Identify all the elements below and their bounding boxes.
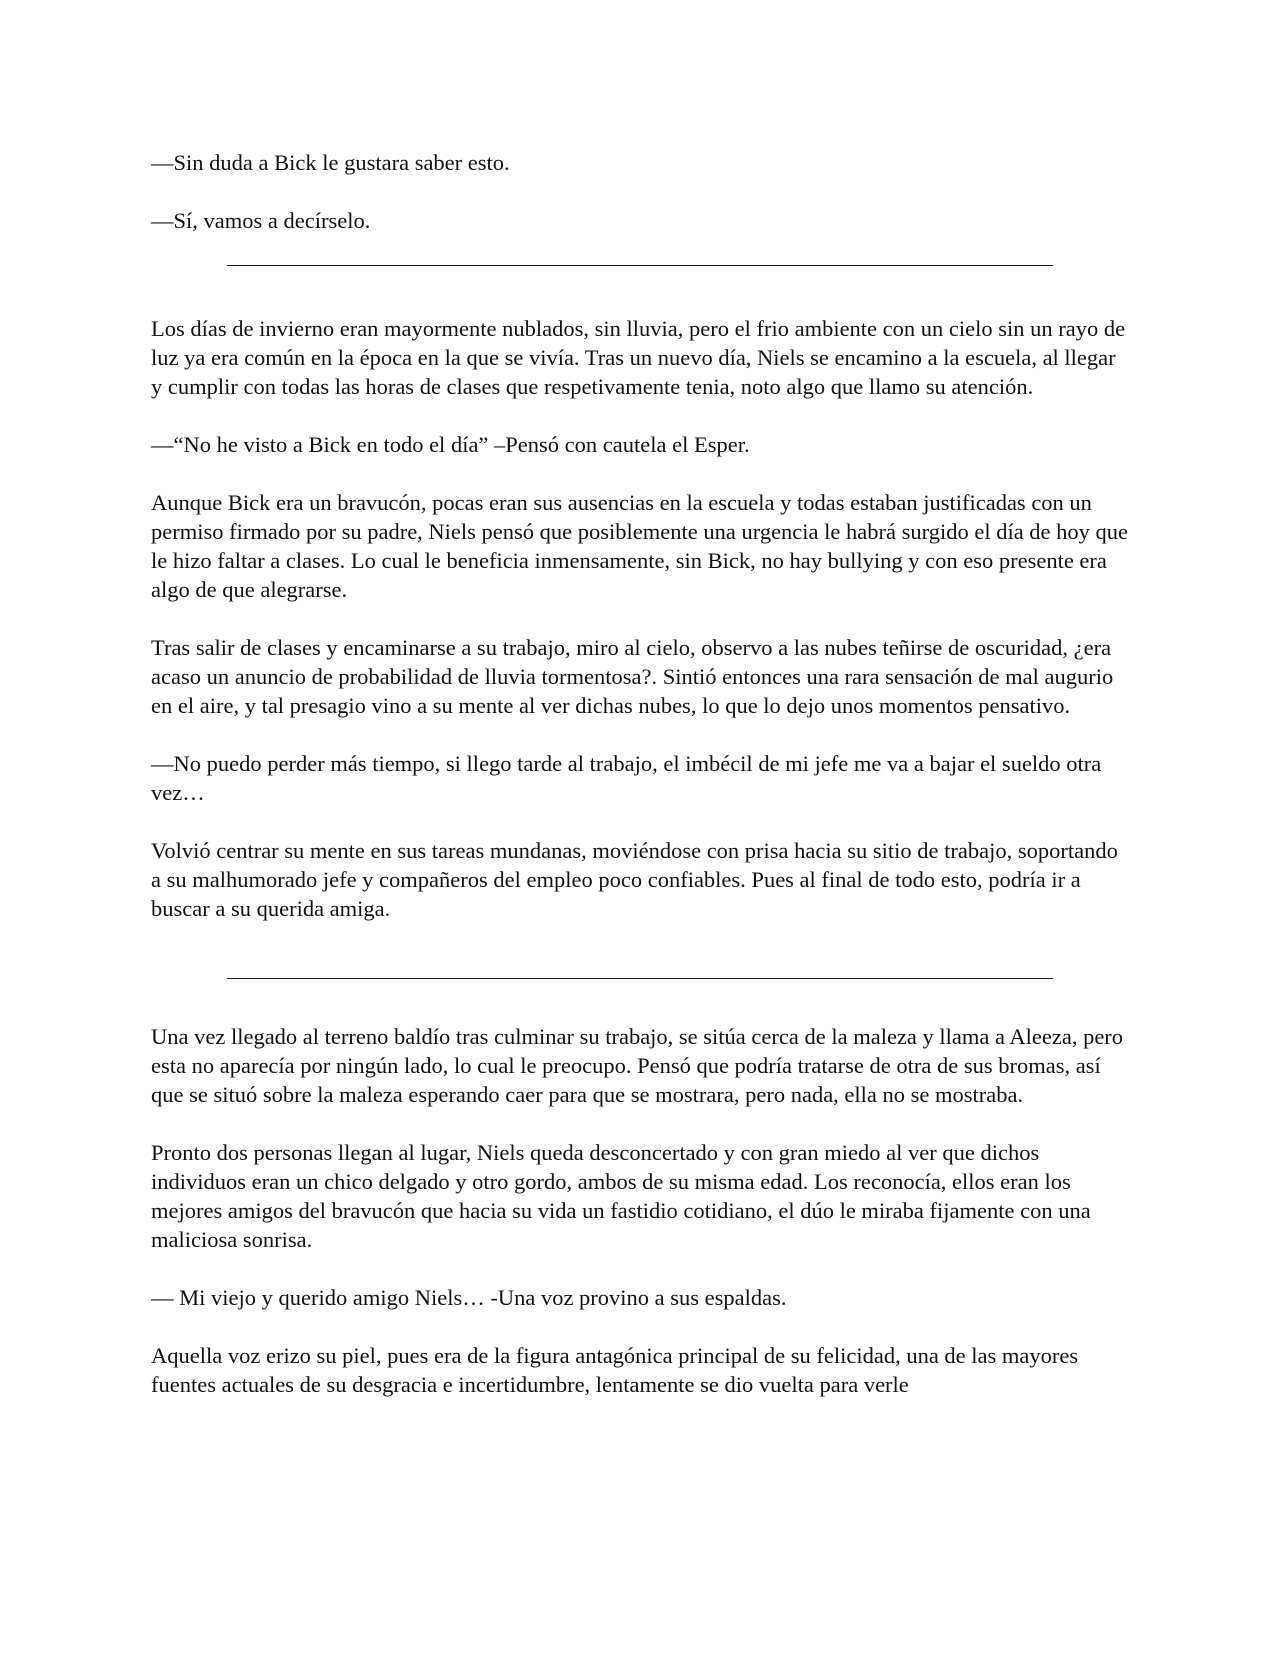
- dialogue-line: — Mi viejo y querido amigo Niels… -Una voz provino a sus espaldas.: [151, 1285, 787, 1310]
- dialogue-line: —Sin duda a Bick le gustara saber esto.: [151, 150, 510, 175]
- paragraph: Una vez llegado al terreno baldío tras culminar su trabajo, se sitúa cerca de la maleza y llama a Aleeza, pero esta no aparecía por ningún lado, lo cual le preocupo. Pensó que podría tratarse de otra de sus bromas, así que se situó sobre la maleza esperando caer para que se mostrara, pero nada, ella no se mostraba.: [151, 1024, 1124, 1107]
- dialogue-line: —“No he visto a Bick en todo el día” –Pensó con cautela el Esper.: [151, 432, 750, 457]
- paragraph: Pronto dos personas llegan al lugar, Niels queda desconcertado y con gran miedo al ver que dichos individuos eran un chico delgado y otro gordo, ambos de su misma edad. Los reconocía, ellos eran los mejores amigos del bravucón que hacia su vida un fastidio cotidiano, el dúo le miraba fijamente con una maliciosa sonrisa.: [151, 1140, 1091, 1252]
- document-body: [151, 148, 1131, 1428]
- paragraph: Tras salir de clases y encaminarse a su trabajo, miro al cielo, observo a las nubes teñirse de oscuridad, ¿era acaso un anuncio de probabilidad de lluvia tormentosa?. Sintió entonces una rara sensación de mal augurio en el aire, y tal presagio vino a su mente al ver dichas nubes, lo que lo dejo unos momentos pensativo.: [151, 635, 1114, 718]
- section-separator: [227, 978, 1053, 979]
- dialogue-line: —Sí, vamos a decírselo.: [151, 208, 371, 233]
- paragraph: Volvió centrar su mente en sus tareas mundanas, moviéndose con prisa hacia su sitio de trabajo, soportando a su malhumorado jefe y compañeros del empleo poco confiables. Pues al final de todo esto, podría ir a buscar a su querida amiga.: [151, 838, 1118, 921]
- dialogue-line: —No puedo perder más tiempo, si llego tarde al trabajo, el imbécil de mi jefe me va a bajar el sueldo otra vez…: [151, 751, 1102, 805]
- paragraph: Aquella voz erizo su piel, pues era de la figura antagónica principal de su felicidad, una de las mayores fuentes actuales de su desgracia e incertidumbre, lentamente se dio vuelta para verle: [151, 1343, 1079, 1397]
- paragraph: Aunque Bick era un bravucón, pocas eran sus ausencias en la escuela y todas estaban justificadas con un permiso firmado por su padre, Niels pensó que posiblemente una urgencia le habrá surgido el día de hoy que le hizo faltar a clases. Lo cual le beneficia inmensamente, sin Bick, no hay bullying y con eso presente era algo de que alegrarse.: [151, 490, 1129, 602]
- paragraph: Los días de invierno eran mayormente nublados, sin lluvia, pero el frio ambiente con un cielo sin un rayo de luz ya era común en la época en la que se vivía. Tras un nuevo día, Niels se encamino a la escuela, al llegar y cumplir con todas las horas de clases que respetivamente tenia, noto algo que llamo su atención.: [151, 316, 1126, 399]
- section-separator: [227, 265, 1053, 266]
